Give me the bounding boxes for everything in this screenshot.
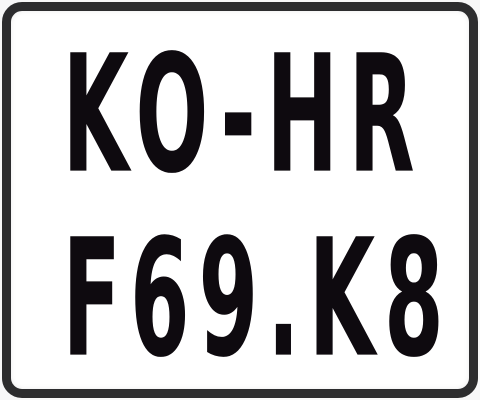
plate-text-line1: KO-HR [62, 20, 425, 210]
plate-text-line2: F69.K8 [62, 204, 453, 394]
plate-line-top [62, 20, 425, 210]
plate-line-bottom [62, 204, 453, 394]
